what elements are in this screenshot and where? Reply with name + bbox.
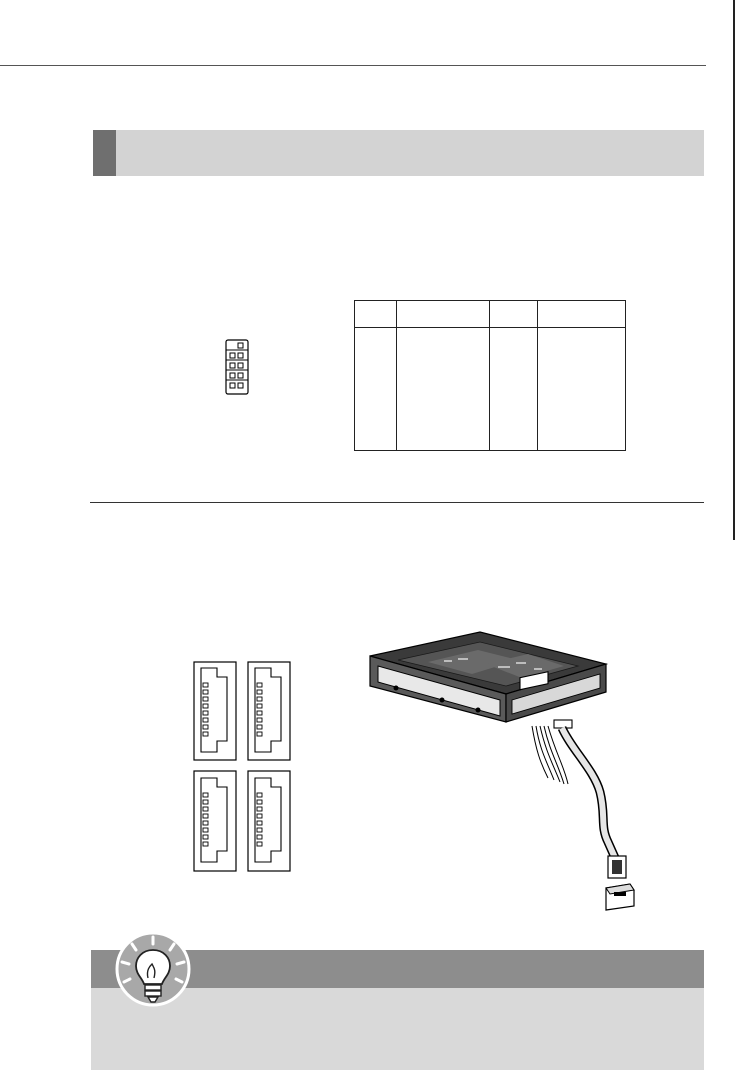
page-side-rule (733, 0, 735, 540)
section-divider (90, 502, 704, 503)
table-cell (537, 328, 625, 451)
section-header (93, 130, 704, 176)
hard-drive-icon (368, 630, 638, 912)
table-cell (397, 328, 490, 451)
pin-header-icon (225, 339, 249, 395)
table-header-cell (355, 301, 397, 328)
table-cell (355, 328, 397, 451)
note-panel (91, 950, 704, 1070)
table-header-cell (397, 301, 490, 328)
sata-connector-icon (193, 661, 291, 873)
table-row (355, 328, 626, 451)
pin-definition-table (354, 300, 626, 451)
lightbulb-icon (108, 924, 198, 1014)
table-header-cell (537, 301, 625, 328)
page-top-rule (0, 65, 706, 66)
table-header-cell (490, 301, 537, 328)
table-cell (490, 328, 537, 451)
section-marker (93, 130, 116, 176)
table-header-row (355, 301, 626, 328)
